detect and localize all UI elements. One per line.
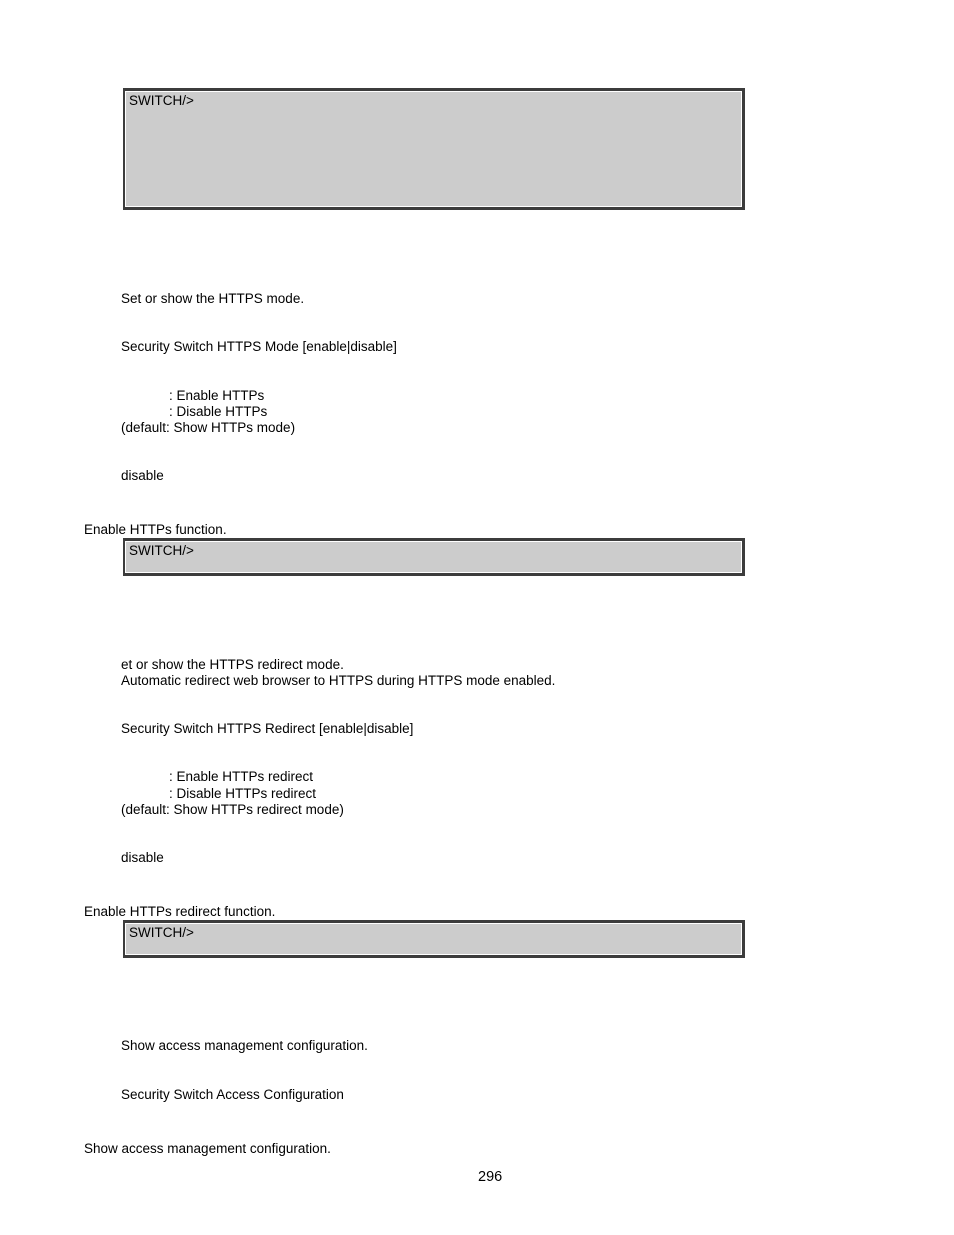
https-mode-example-caption: Enable HTTPs function.: [84, 522, 227, 537]
cli-box-https-mode: [123, 538, 745, 576]
https-redirect-description-2: Automatic redirect web browser to HTTPS during HTTPS mode enabled.: [121, 673, 556, 688]
https-redirect-param-disable: : Disable HTTPs redirect: [169, 786, 317, 801]
access-config-syntax: Security Switch Access Configuration: [121, 1087, 344, 1102]
https-redirect-description-1: et or show the HTTPS redirect mode.: [121, 657, 344, 672]
cli-box-top: [123, 88, 745, 210]
access-config-description: Show access management configuration.: [121, 1038, 368, 1053]
page-number: 296: [478, 1169, 503, 1185]
https-redirect-param-enable: : Enable HTTPs redirect: [169, 769, 314, 784]
https-mode-param-default: (default: Show HTTPs mode): [121, 420, 296, 435]
https-redirect-example-caption: Enable HTTPs redirect function.: [84, 904, 276, 919]
cli-prompt: SWITCH/>: [129, 93, 194, 108]
access-config-example-caption: Show access management configuration.: [84, 1141, 331, 1156]
https-mode-description: Set or show the HTTPS mode.: [121, 291, 305, 306]
https-redirect-param-default: (default: Show HTTPs redirect mode): [121, 802, 344, 817]
cli-prompt: SWITCH/>: [129, 925, 194, 940]
https-redirect-syntax: Security Switch HTTPS Redirect [enable|disable]: [121, 721, 414, 736]
https-mode-default-value: disable: [121, 468, 164, 483]
https-mode-param-disable: : Disable HTTPs: [169, 404, 268, 419]
https-mode-param-enable: : Enable HTTPs: [169, 388, 265, 403]
https-redirect-default-value: disable: [121, 850, 164, 865]
cli-box-https-redirect: [123, 920, 745, 958]
cli-prompt: SWITCH/>: [129, 543, 194, 558]
https-mode-syntax: Security Switch HTTPS Mode [enable|disable]: [121, 339, 397, 354]
